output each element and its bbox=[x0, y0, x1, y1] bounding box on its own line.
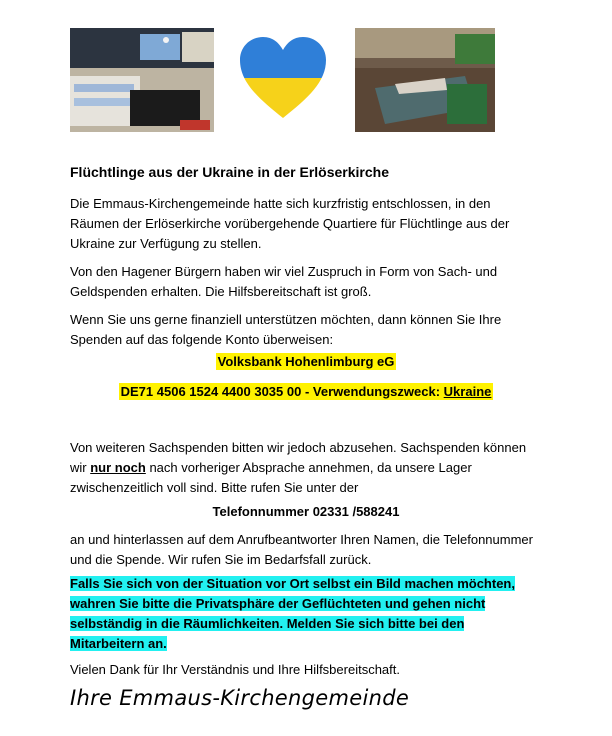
privacy-notice-text: Falls Sie sich von der Situation vor Ort selbst ein Bild machen möchten, wahren Sie bitte die Privatsphäre der Geflüchteten und gehen nicht selbständig in die Räumlichkeiten. Melden Sie sich bitte bei den Mitarbeitern an. bbox=[70, 576, 515, 651]
p4-part2: nach vorheriger Absprache annehmen, da unsere Lager zwischenzeitlich voll sind. Bitte rufen Sie unter der bbox=[70, 460, 472, 495]
bank-name-text: Volksbank Hohenlimburg eG bbox=[217, 354, 395, 369]
p4-part1: Von weiteren Sachspenden bitten wir jedoch abzusehen. Sachspenden können wir bbox=[70, 440, 527, 475]
ukraine-heart-icon bbox=[238, 36, 328, 120]
intro-paragraph: Die Emmaus-Kirchengemeinde hatte sich kurzfristig entschlossen, in den Räumen der Erlöserkirche vorübergehende Quartiere für Flüchtlinge aus der Ukraine zur Verfügung zu stellen. bbox=[70, 196, 510, 251]
signature: Ihre Emmaus-Kirchengemeinde bbox=[70, 686, 410, 710]
donations-paragraph: Von den Hagener Bürgern haben wir viel Zuspruch in Form von Sach- und Geldspenden erhalten. Die Hilfsbereitschaft ist groß. bbox=[70, 264, 498, 299]
bank-name bbox=[70, 354, 542, 369]
photo-shelter-room bbox=[70, 28, 214, 132]
voicemail-paragraph: an und hinterlassen auf dem Anrufbeantworter Ihren Namen, die Telefonnummer und die Spende. Wir rufen Sie im Bedarfsfall zurück. bbox=[70, 532, 533, 567]
support-paragraph: Wenn Sie uns gerne finanziell unterstützen möchten, dann können Sie Ihre Spenden auf das folgende Konto überweisen: bbox=[70, 312, 502, 347]
iban-text: DE71 4506 1524 4400 3035 00 - Verwendungszweck: bbox=[120, 384, 444, 399]
photo-shelter-bed bbox=[355, 28, 495, 132]
purpose-text: Ukraine bbox=[443, 384, 492, 399]
page-title: Flüchtlinge aus der Ukraine in der Erlöserkirche bbox=[70, 164, 389, 180]
bank-account-line bbox=[70, 384, 542, 399]
p4-underlined: nur noch bbox=[90, 460, 146, 475]
material-donations-paragraph bbox=[70, 438, 542, 498]
privacy-notice bbox=[70, 574, 542, 654]
thanks-paragraph: Vielen Dank für Ihr Verständnis und Ihre Hilfsbereitschaft. bbox=[70, 662, 400, 677]
phone-number: Telefonnummer 02331 /588241 bbox=[212, 504, 400, 519]
